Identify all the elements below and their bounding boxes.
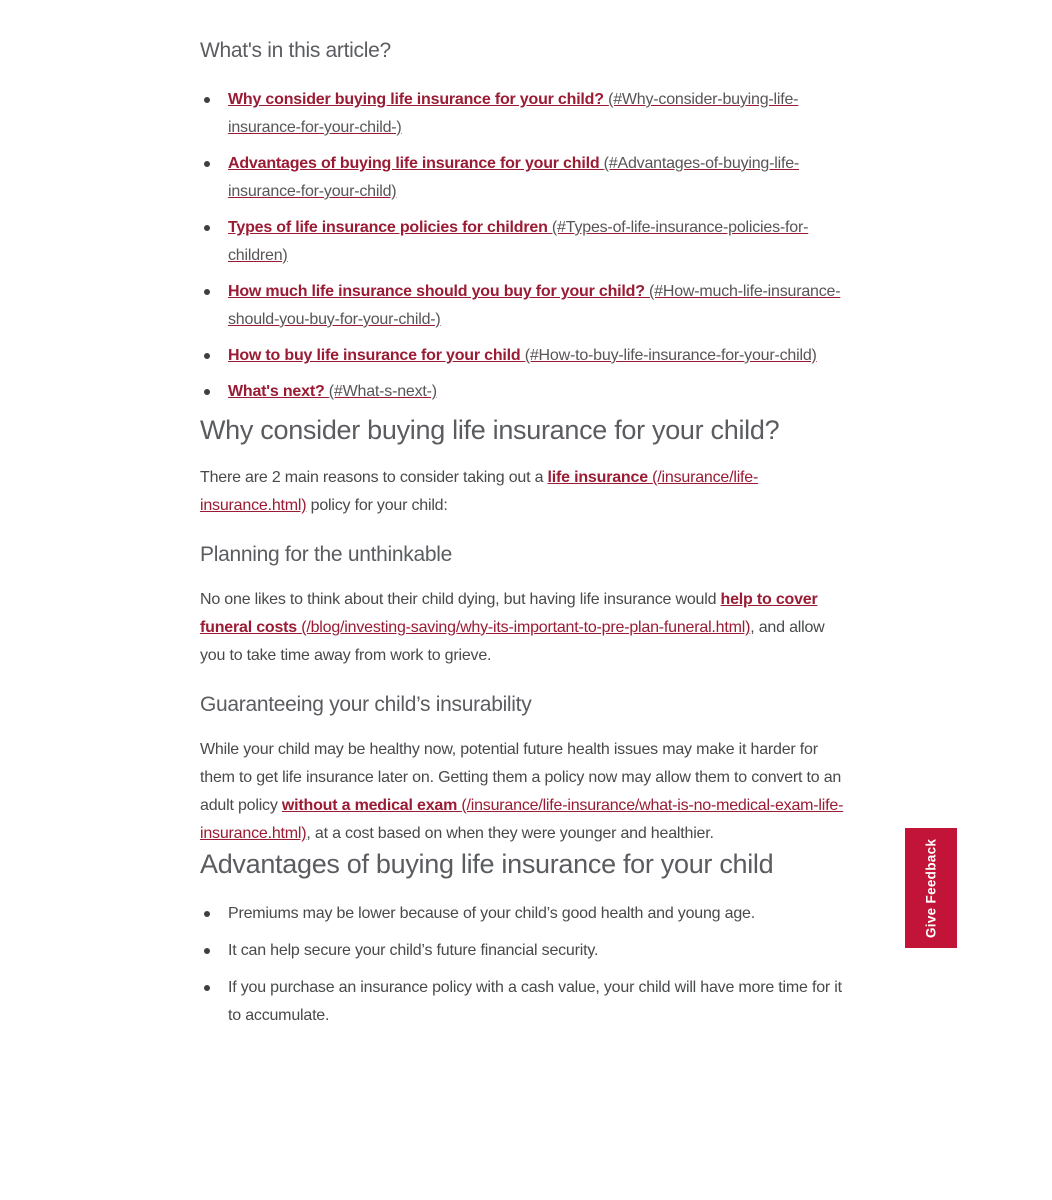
paragraph-text: policy for your child: xyxy=(306,497,448,514)
advantage-item: It can help secure your child’s future financial security. xyxy=(200,937,852,965)
inline-link-label: help to cover funeral costs xyxy=(200,591,818,636)
toc-item xyxy=(200,278,852,334)
toc-title: What's in this article? xyxy=(200,39,391,62)
toc-link-label: How much life insurance should you buy for your child? xyxy=(228,283,650,300)
advantage-item: If you purchase an insurance policy with a cash value, your child will have more time for it to accumulate. xyxy=(200,974,852,1030)
toc-link-label: How to buy life insurance for your child xyxy=(228,347,525,364)
article-content xyxy=(200,38,852,1039)
paragraph-text: , at a cost based on when they were younger and healthier. xyxy=(306,825,714,842)
paragraph-intro xyxy=(200,464,852,520)
toc-link-why-consider[interactable] xyxy=(228,91,798,136)
paragraph-insurability xyxy=(200,736,852,848)
paragraph-text: There are 2 main reasons to consider taking out a xyxy=(200,469,548,486)
paragraph-text: No one likes to think about their child dying, but having life insurance would xyxy=(200,591,721,608)
advantages-list xyxy=(200,900,852,1030)
inline-link-href: (/insurance/life-insurance/what-is-no-medical-exam-life-insurance.html) xyxy=(200,797,844,842)
toc-item xyxy=(200,214,852,270)
give-feedback-button[interactable]: Give Feedback xyxy=(905,828,957,948)
inline-link-label: life insurance xyxy=(547,469,653,486)
toc-link-label: Types of life insurance policies for children xyxy=(228,219,552,236)
toc-link-href: (#How-to-buy-life-insurance-for-your-child) xyxy=(524,347,817,364)
toc-item xyxy=(200,150,852,206)
toc-link-href: (#Why-consider-buying-life-insurance-for-your-child-) xyxy=(228,91,799,136)
paragraph-text: , and allow you to take time away from work to grieve. xyxy=(200,619,825,664)
toc-item xyxy=(200,378,852,406)
subheading-planning: Planning for the unthinkable xyxy=(200,543,452,566)
inline-link-href: (/blog/investing-saving/why-its-important-to-pre-plan-funeral.html) xyxy=(301,619,751,636)
toc-link-href: (#Types-of-life-insurance-policies-for-children) xyxy=(228,219,809,264)
toc-link-advantages[interactable] xyxy=(228,155,799,200)
toc-link-how-much[interactable] xyxy=(228,283,840,328)
advantage-item: Premiums may be lower because of your child’s good health and young age. xyxy=(200,900,852,928)
toc-link-label: Advantages of buying life insurance for your child xyxy=(228,155,604,172)
toc-link-href: (#Advantages-of-buying-life-insurance-for-your-child) xyxy=(228,155,800,200)
toc-link-label: What's next? xyxy=(228,383,329,400)
toc-list xyxy=(200,86,852,406)
toc-item xyxy=(200,342,852,370)
section-heading-why-consider: Why consider buying life insurance for your child? xyxy=(200,415,780,445)
subheading-insurability: Guaranteeing your child’s insurability xyxy=(200,693,532,716)
inline-link-href: (/insurance/life-insurance.html) xyxy=(200,469,759,514)
inline-link-label: without a medical exam xyxy=(281,797,462,814)
toc-link-how-to-buy[interactable] xyxy=(228,347,817,364)
paragraph-planning xyxy=(200,586,852,670)
paragraph-text: While your child may be healthy now, potential future health issues may make it harder for them to get life insurance later on. Getting them a policy now may allow them to convert to an adult policy xyxy=(200,741,842,814)
toc-link-types[interactable] xyxy=(228,219,808,264)
toc-link-href: (#How-much-life-insurance-should-you-buy-for-your-child-) xyxy=(228,283,841,328)
toc-link-href: (#What-s-next-) xyxy=(328,383,437,400)
section-heading-advantages: Advantages of buying life insurance for your child xyxy=(200,849,774,879)
toc-item xyxy=(200,86,852,142)
toc-link-whats-next[interactable] xyxy=(228,383,437,400)
toc-link-label: Why consider buying life insurance for your child? xyxy=(228,91,609,108)
